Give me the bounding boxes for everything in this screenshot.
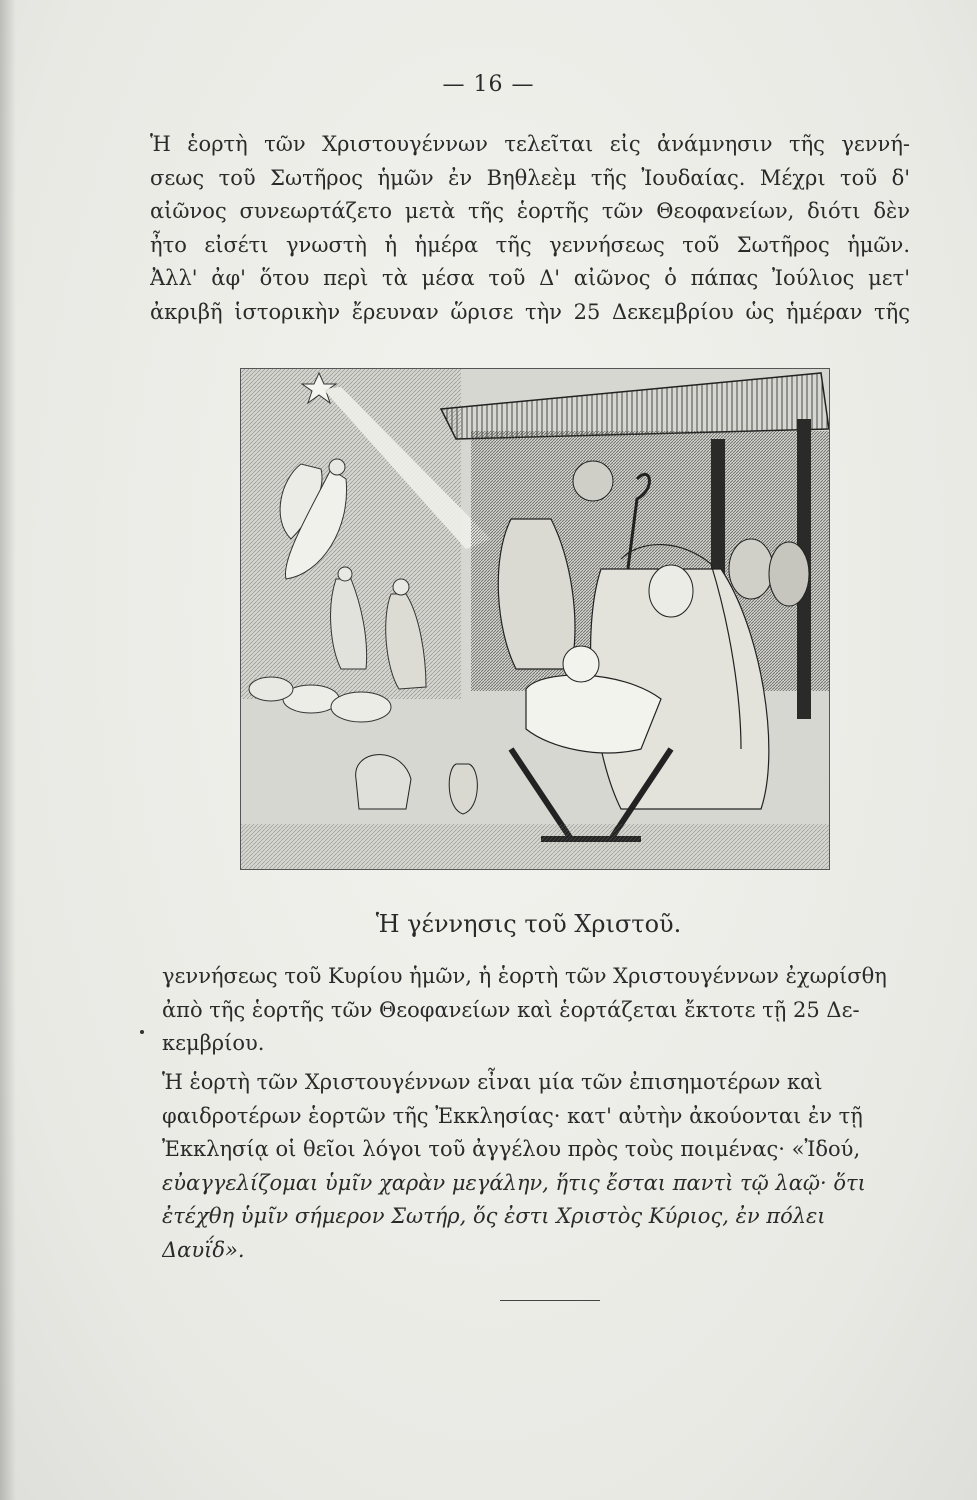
text-line: ἀκριβῆ ἱστορικὴν ἔρευναν ὥρισε τὴν 25 Δεκεμβρίου ὡς ἡμέραν τῆς	[150, 299, 910, 324]
text-line: γεννήσεως τοῦ Κυρίου ἡμῶν, ἡ ἑορτὴ τῶν Χριστουγέννων ἐχωρίσθη	[162, 964, 887, 988]
paragraph-continuation	[162, 960, 932, 1061]
quote-line: Δαυΐδ».	[162, 1237, 245, 1262]
text-line: Ἡ ἑορτὴ τῶν Χριστουγέννων τελεῖται εἰς ἀνάμνησιν τῆς γεννή-	[150, 132, 910, 156]
page-number: — 16 —	[442, 72, 535, 97]
text-line: αἰῶνος συνεωρτάζετο μετὰ τῆς ἑορτῆς τῶν Θεοφανείων, διότι δὲν	[150, 199, 910, 223]
text-line: ἀπὸ τῆς ἑορτῆς τῶν Θεοφανείων καὶ ἑορτάζεται ἔκτοτε τῇ 25 Δε-	[162, 997, 860, 1022]
figure-caption: Ἡ γέννησις τοῦ Χριστοῦ.	[375, 910, 682, 938]
quote-line: ἐτέχθη ὑμῖν σήμερον Σωτήρ, ὅς ἐστι Χριστὸς Κύριος, ἐν πόλει	[162, 1204, 826, 1228]
text-line: φαιδροτέρων ἑορτῶν τῆς Ἐκκλησίας· κατ' αὐτὴν ἀκούονται ἐν τῇ	[162, 1103, 863, 1128]
quote-line: εὐαγγελίζομαι ὑμῖν χαρὰν μεγάλην, ἥτις ἔσται παντὶ τῷ λαῷ· ὅτι	[162, 1170, 866, 1195]
text-line: σεως τοῦ Σωτῆρος ἡμῶν ἐν Βηθλεὲμ τῆς Ἰουδαίας. Μέχρι τοῦ δ'	[150, 165, 910, 190]
nativity-illustration	[241, 369, 829, 869]
ink-speck	[140, 1030, 144, 1034]
text-line: Ἡ ἑορτὴ τῶν Χριστουγέννων εἶναι μία τῶν ἐπισημοτέρων καὶ	[162, 1070, 823, 1094]
binding-shadow	[0, 0, 16, 1500]
paragraph-feast	[162, 1066, 932, 1267]
text-line: κεμβρίου.	[162, 1031, 265, 1055]
end-rule	[500, 1300, 600, 1301]
nativity-engraving	[240, 368, 830, 870]
text-line: ἦτο εἰσέτι γνωστὴ ἡ ἡμέρα τῆς γεννήσεως τοῦ Σωτῆρος ἡμῶν.	[150, 232, 910, 257]
text-line: Ἐκκλησίᾳ οἱ θεῖοι λόγοι τοῦ ἀγγέλου πρὸς τοὺς ποιμένας· «Ἰδού,	[162, 1137, 861, 1161]
paragraph-intro	[150, 128, 910, 329]
text-line: Ἀλλ' ἀφ' ὅτου περὶ τὰ μέσα τοῦ Δ' αἰῶνος ὁ πάπας Ἰούλιος μετ'	[150, 266, 910, 290]
